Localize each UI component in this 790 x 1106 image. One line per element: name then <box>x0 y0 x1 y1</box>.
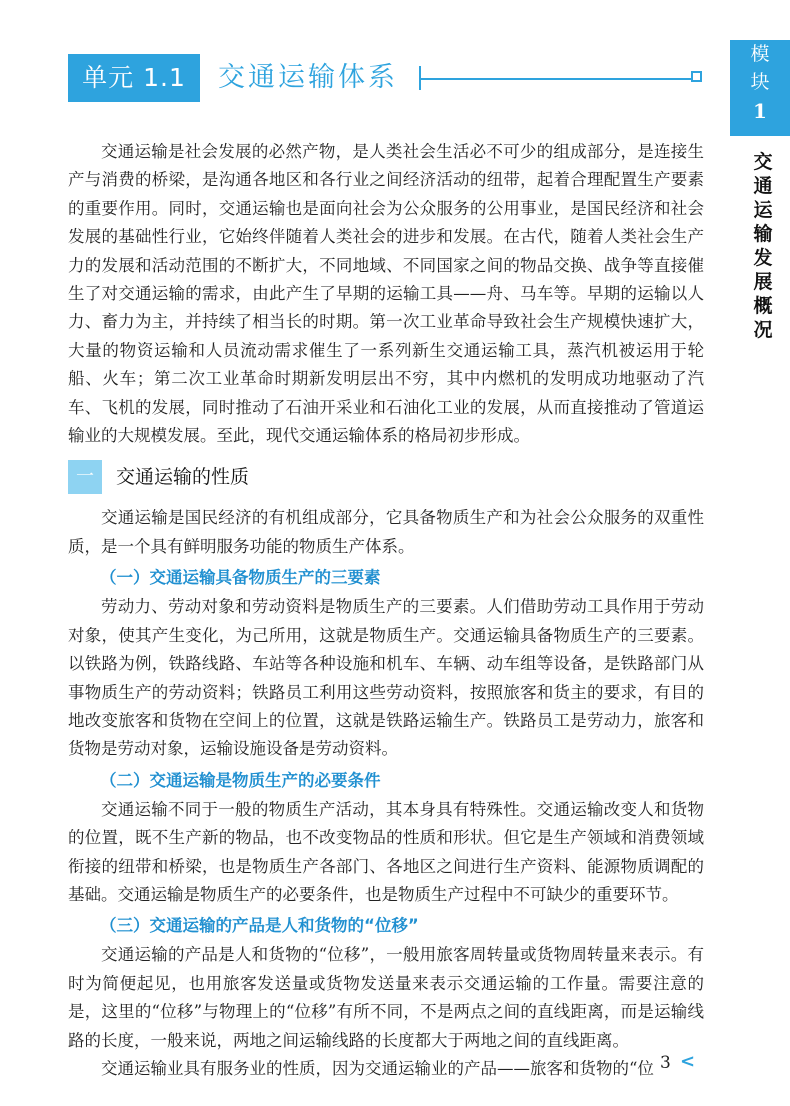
page-arrow-icon: < <box>680 1051 696 1072</box>
section-intro-paragraph: 交通运输是国民经济的有机组成部分，它具备物质生产和为社会公众服务的双重性质，是一个具有鲜明服务功能的物质生产体系。 <box>68 508 704 556</box>
section-heading <box>68 458 704 498</box>
module-tab-char: 模 <box>750 43 770 65</box>
module-vertical-title: 交通运输发展概况 <box>753 151 773 341</box>
main-content <box>68 138 704 1083</box>
subsection-paragraph-1: 劳动力、劳动对象和劳动资料是物质生产的三要素。人们借助劳动工具作用于劳动对象，使其产生变化，为己所用，这就是物质生产。交通运输具备物质生产的三要素。以铁路为例，铁路线路、车站等各种设施和机车、车辆、动车组等设备，是铁路部门从事物质生产的劳动资料；铁路员工利用这些劳动资料，按照旅客和货主的要求，有目的地改变旅客和货物在空间上的位置，这就是铁路运输生产。铁路员工是劳动力，旅客和货物是劳动对象，运输设施设备是劳动资料。 <box>68 597 704 759</box>
subsection-heading-1: （一）交通运输具备物质生产的三要素 <box>100 568 381 588</box>
module-tab-number: 1 <box>753 99 767 123</box>
subsection-heading-3: （三）交通运输的产品是人和货物的“位移” <box>100 916 419 936</box>
page-number: 3 <box>660 1053 671 1073</box>
unit-header <box>68 54 704 102</box>
subsection-paragraph-3b: 交通运输业具有服务业的性质，因为交通运输业的产品——旅客和货物的“位 <box>101 1058 654 1078</box>
module-tab <box>730 40 790 134</box>
header-rule-horizontal <box>421 78 695 80</box>
section-title: 交通运输的性质 <box>116 466 250 489</box>
module-tab-char: 块 <box>750 71 770 93</box>
unit-badge: 单元 1.1 <box>68 54 200 102</box>
module-tab-divider <box>730 134 790 136</box>
subsection-paragraph-2: 交通运输不同于一般的物质生产活动，其本身具有特殊性。交通运输改变人和货物的位置，既不生产新的物品，也不改变物品的性质和形状。但它是生产领域和消费领域衔接的纽带和桥梁，也是物质生产各部门、各地区之间进行生产资料、能源物质调配的基础。交通运输是物质生产的必要条件，也是物质生产过程中不可缺少的重要环节。 <box>68 799 704 904</box>
subsection-heading-2: （二）交通运输是物质生产的必要条件 <box>100 770 381 790</box>
section-number-badge: 一 <box>68 460 102 494</box>
header-rule-square-icon <box>691 71 702 82</box>
subsection-paragraph-3a: 交通运输的产品是人和货物的“位移”，一般用旅客周转量或货物周转量来表示。有时为简便起见，也用旅客发送量或货物发送量来表示交通运输的工作量。需要注意的是，这里的“位移”与物理上的“位移”有所不同，不是两点之间的直线距离，而是运输线路的长度，一般来说，两地之间运输线路的长度都大于两地之间的直线距离。 <box>68 945 704 1050</box>
unit-title: 交通运输体系 <box>218 62 398 93</box>
intro-paragraph: 交通运输是社会发展的必然产物，是人类社会生活必不可少的组成部分，是连接生产与消费的桥梁，是沟通各地区和各行业之间经济活动的纽带，起着合理配置生产要素的重要作用。同时，交通运输也是面向社会为公众服务的公用事业，是国民经济和社会发展的基础性行业，它始终伴随着人类社会的进步和发展。在古代，随着人类社会生产力的发展和活动范围的不断扩大，不同地域、不同国家之间的物品交换、战争等直接催生了对交通运输的需求，由此产生了早期的运输工具——舟、马车等。早期的运输以人力、畜力为主，并持续了相当长的时期。第一次工业革命导致社会生产规模快速扩大，大量的物资运输和人员流动需求催生了一系列新生交通运输工具，蒸汽机被运用于轮船、火车；第二次工业革命时期新发明层出不穷，其中内燃机的发明成功地驱动了汽车、飞机的发展，同时推动了石油开采业和石油化工业的发展，从而直接推动了管道运输业的大规模发展。至此，现代交通运输体系的格局初步形成。 <box>68 142 704 446</box>
